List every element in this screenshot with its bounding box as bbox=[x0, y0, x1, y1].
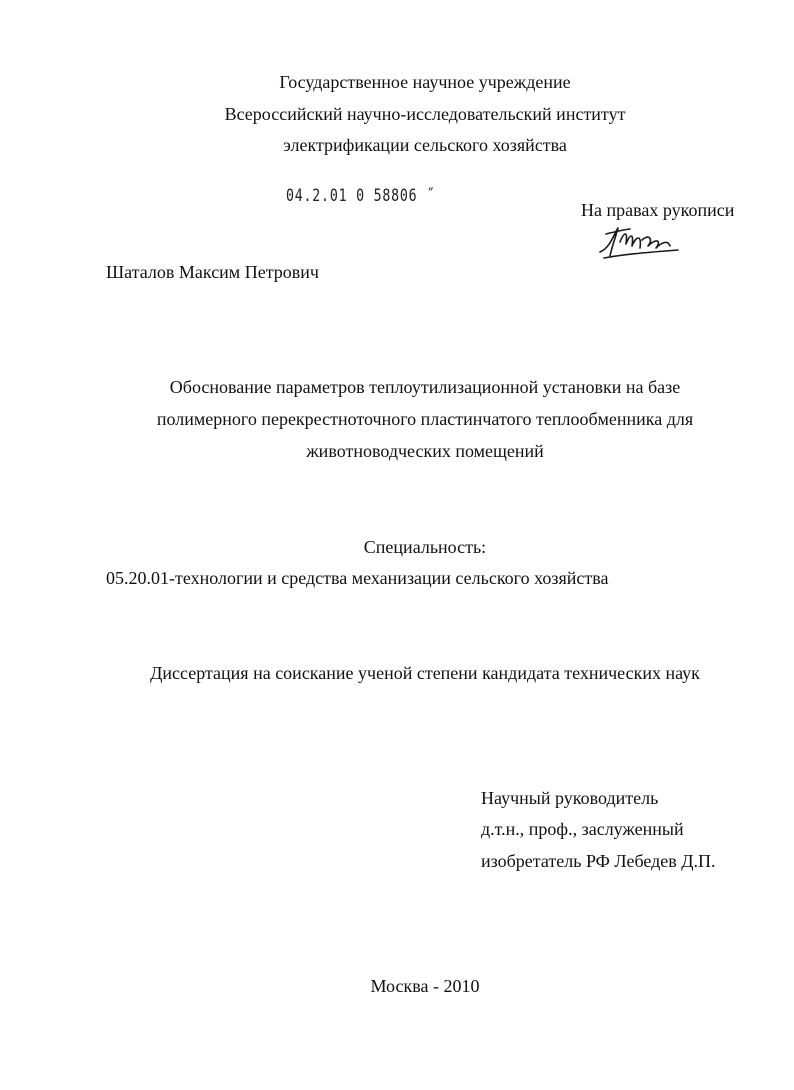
specialty-value: 05.20.01-технологии и средства механизации сельского хозяйства bbox=[106, 568, 609, 588]
supervisor-line-1: Научный руководитель bbox=[481, 788, 659, 808]
city-year: Москва - 2010 bbox=[370, 976, 480, 996]
institution-line-1: Государственное научное учреждение bbox=[279, 72, 571, 92]
dissertation-statement: Диссертация на соискание ученой степени кандидата технических наук bbox=[150, 663, 700, 683]
title-line-1: Обоснование параметров теплоутилизационной установки на базе bbox=[169, 377, 681, 397]
registration-stamp: 04.2.01 0 58806 ˝ bbox=[286, 186, 435, 206]
supervisor-line-2: д.т.н., проф., заслуженный bbox=[481, 819, 684, 839]
title-line-3: животноводческих помещений bbox=[306, 441, 544, 461]
supervisor-line-3: изобретатель РФ Лебедев Д.П. bbox=[481, 851, 716, 871]
institution-line-3: электрификации сельского хозяйства bbox=[283, 135, 567, 155]
title-line-2: полимерного перекрестноточного пластинчатого теплообменника для bbox=[156, 409, 694, 429]
manuscript-rights-label: На правах рукописи bbox=[581, 200, 735, 220]
institution-line-2: Всероссийский научно-исследовательский институт bbox=[224, 104, 626, 124]
specialty-label: Специальность: bbox=[363, 537, 487, 557]
signature-icon bbox=[596, 222, 682, 262]
author-name: Шаталов Максим Петрович bbox=[106, 262, 319, 282]
